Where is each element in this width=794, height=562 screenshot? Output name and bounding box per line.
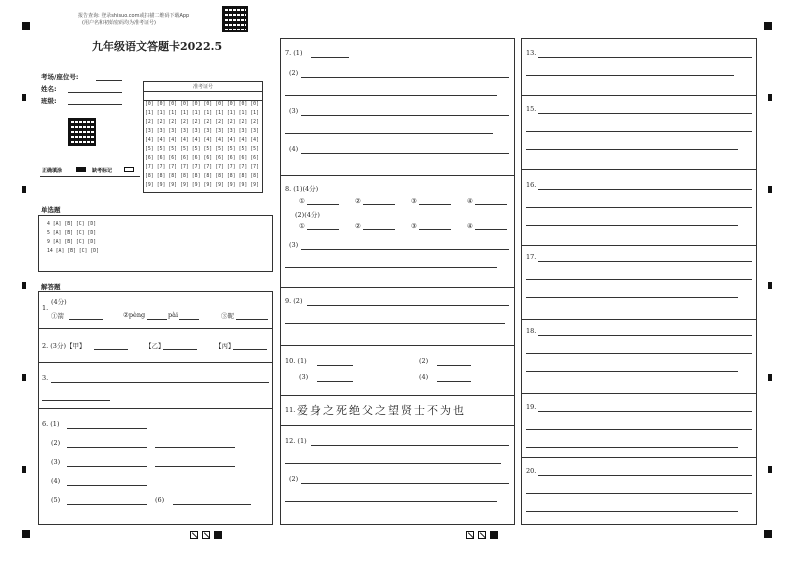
exam-id-bubble[interactable]: [6]	[215, 156, 224, 161]
exam-id-bubble[interactable]: [0]	[180, 102, 189, 107]
q3-field-2[interactable]	[42, 400, 110, 401]
page-mark-box	[466, 531, 474, 539]
exam-id-bubble[interactable]: [9]	[250, 183, 259, 188]
q6-1-label: 6. (1)	[42, 420, 60, 428]
q2-b-label: 【乙】	[145, 342, 165, 350]
exam-id-bubble[interactable]: [3]	[203, 129, 213, 134]
exam-id-bubble[interactable]: [6]	[145, 156, 154, 161]
q15-field-3[interactable]	[526, 149, 738, 150]
q10-1-label: 10. (1)	[285, 357, 307, 365]
exam-id-bubble[interactable]: [8]	[226, 174, 236, 179]
q13-field-1[interactable]	[538, 57, 752, 58]
q10-2-field[interactable]	[437, 365, 471, 366]
q2-label: 2. (3分)【甲】	[42, 342, 86, 350]
exam-id-grid	[145, 102, 262, 192]
exam-id-bubble[interactable]: [9]	[180, 183, 189, 188]
exam-id-bubble[interactable]: [8]	[191, 174, 201, 179]
exam-id-bubble[interactable]: [9]	[168, 183, 178, 188]
exam-id-bubble[interactable]: [5]	[238, 147, 248, 152]
exam-id-bubble[interactable]: [7]	[203, 165, 213, 170]
q7-4-field[interactable]	[301, 153, 509, 154]
q15-field-2[interactable]	[526, 131, 752, 132]
exam-id-bubble[interactable]: [1]	[250, 111, 259, 116]
exam-id-bubble[interactable]: [3]	[180, 129, 189, 134]
room-seat-label: 考场/座位号:	[41, 73, 79, 81]
side-mark	[22, 282, 26, 289]
mcq-section-label: 单选题	[41, 206, 61, 214]
exam-id-bubble[interactable]: [2]	[215, 120, 224, 125]
exam-id-bubble[interactable]: [1]	[226, 111, 236, 116]
q6-5-label: (5)	[51, 496, 61, 504]
q8-1-label: 8. (1)(4分)	[285, 185, 319, 193]
q2-c-field[interactable]	[233, 349, 267, 350]
q2-a-field[interactable]	[94, 349, 128, 350]
exam-id-bubble[interactable]: [2]	[156, 120, 166, 125]
exam-id-bubble[interactable]: [6]	[203, 156, 213, 161]
side-mark	[22, 374, 26, 381]
q1-a-field[interactable]	[69, 319, 103, 320]
exam-id-bubble[interactable]: [0]	[226, 102, 236, 107]
exam-id-bubble[interactable]: [8]	[145, 174, 154, 179]
q1-b-label: ②pèng	[123, 311, 146, 319]
q1-points: (4分)	[51, 298, 67, 306]
exam-id-bubble[interactable]: [1]	[145, 111, 154, 116]
q16-field-2[interactable]	[526, 207, 752, 208]
side-mark	[22, 94, 26, 101]
q20-field-2[interactable]	[526, 493, 752, 494]
q7-3-field-1[interactable]	[301, 115, 509, 116]
corner-mark-tr	[764, 22, 772, 30]
exam-id-bubble[interactable]: [6]	[250, 156, 259, 161]
exam-id-bubble[interactable]: [8]	[168, 174, 178, 179]
q18-field-2[interactable]	[526, 353, 752, 354]
exam-id-bubble[interactable]: [2]	[168, 120, 178, 125]
answers-box-middle	[280, 38, 515, 525]
room-seat-field[interactable]	[96, 80, 122, 81]
q20-field-1[interactable]	[538, 475, 752, 476]
exam-id-bubble[interactable]: [7]	[238, 165, 248, 170]
page-mark-fill	[214, 531, 222, 539]
side-mark	[768, 282, 772, 289]
q8-3-field-1[interactable]	[301, 249, 509, 250]
corner-mark-bl	[22, 530, 30, 538]
exam-id-bubble[interactable]: [6]	[156, 156, 166, 161]
q15-field-1[interactable]	[538, 113, 752, 114]
q17-label: 17.	[526, 253, 537, 261]
q1-a-label: ①箭	[51, 312, 64, 320]
exam-id-bubble[interactable]: [3]	[156, 129, 166, 134]
q8-2-c1: ①	[299, 222, 305, 230]
exam-id-bubble[interactable]: [9]	[191, 183, 201, 188]
q19-field-2[interactable]	[526, 429, 752, 430]
q8-1-f3[interactable]	[419, 204, 451, 205]
q19-field-3[interactable]	[526, 447, 738, 448]
q13-label: 13.	[526, 49, 537, 57]
q6-3-field-b[interactable]	[155, 466, 235, 467]
q1-b2-field[interactable]	[179, 319, 199, 320]
exam-id-bubble[interactable]: [7]	[191, 165, 201, 170]
exam-id-bubble[interactable]: [2]	[191, 120, 201, 125]
exam-id-bubble[interactable]: [4]	[215, 138, 224, 143]
exam-id-bubble[interactable]: [4]	[226, 138, 236, 143]
q7-1-label: 7. (1)	[285, 49, 303, 57]
correct-fill-sample	[76, 167, 86, 172]
q12-2-field-2[interactable]	[285, 501, 497, 502]
exam-id-bubble[interactable]: [5]	[250, 147, 259, 152]
q10-3-field[interactable]	[317, 381, 353, 382]
exam-id-bubble[interactable]: [7]	[226, 165, 236, 170]
answers-box-right	[521, 38, 757, 525]
corner-mark-br	[764, 530, 772, 538]
exam-id-bubble[interactable]: [8]	[203, 174, 213, 179]
q8-1-f2[interactable]	[363, 204, 395, 205]
q6-2-field-a[interactable]	[67, 447, 147, 448]
mcq-row-14[interactable]: 14 [A] [B] [C] [D]	[47, 249, 99, 254]
exam-id-bubble[interactable]: [0]	[168, 102, 178, 107]
q8-2-c2: ②	[355, 222, 361, 230]
mcq-row-9[interactable]: 9 [A] [B] [C] [D]	[47, 240, 97, 245]
q6-2-field-b[interactable]	[155, 447, 235, 448]
q17-field-3[interactable]	[526, 297, 738, 298]
corner-mark-tl	[22, 22, 30, 30]
q8-3-field-2[interactable]	[285, 267, 497, 268]
exam-id-bubble[interactable]: [3]	[226, 129, 236, 134]
q12-2-label: (2)	[289, 475, 299, 483]
q10-1-field[interactable]	[317, 365, 353, 366]
exam-id-bubble[interactable]: [9]	[238, 183, 248, 188]
exam-id-bubble[interactable]: [9]	[215, 183, 224, 188]
side-mark	[768, 374, 772, 381]
exam-id-bubble[interactable]: [3]	[145, 129, 154, 134]
q9-field-1[interactable]	[307, 305, 509, 306]
exam-id-bubble[interactable]: [4]	[203, 138, 213, 143]
exam-id-bubble[interactable]: [0]	[250, 102, 259, 107]
exam-id-bubble[interactable]: [0]	[145, 102, 154, 107]
exam-id-bubble[interactable]: [6]	[180, 156, 189, 161]
exam-id-bubble[interactable]: [1]	[156, 111, 166, 116]
q6-1-field[interactable]	[67, 428, 147, 429]
q1-number: 1.	[42, 304, 49, 312]
q1-b2-label: pài	[168, 311, 179, 319]
q8-2-f3[interactable]	[419, 229, 451, 230]
mcq-row-5[interactable]: 5 [A] [B] [C] [D]	[47, 231, 97, 236]
q3-label: 3.	[42, 374, 49, 382]
exam-id-bubble[interactable]: [1]	[191, 111, 201, 116]
exam-id-bubble[interactable]: [1]	[180, 111, 189, 116]
exam-id-bubble[interactable]: [5]	[215, 147, 224, 152]
q6-3-field-a[interactable]	[67, 466, 147, 467]
q16-field-3[interactable]	[526, 225, 738, 226]
exam-id-bubble[interactable]: [2]	[203, 120, 213, 125]
exam-id-bubble[interactable]: [0]	[191, 102, 201, 107]
q8-2-c4: ④	[467, 222, 473, 230]
answers-box-left	[38, 291, 273, 525]
q8-1-c3: ③	[411, 197, 417, 205]
q8-2-label: (2)(4分)	[295, 211, 320, 219]
missing-mark-box[interactable]	[124, 167, 134, 172]
name-label: 姓名:	[41, 85, 57, 93]
mcq-box	[38, 215, 273, 272]
exam-id-bubble[interactable]: [0]	[238, 102, 248, 107]
class-field[interactable]	[68, 104, 122, 105]
exam-id-bubble[interactable]: [1]	[168, 111, 178, 116]
exam-id-bubble[interactable]: [5]	[156, 147, 166, 152]
class-label: 班级:	[41, 97, 57, 105]
exam-id-bubble[interactable]: [3]	[250, 129, 259, 134]
exam-id-bubble[interactable]: [7]	[168, 165, 178, 170]
q8-1-f4[interactable]	[475, 204, 507, 205]
exam-id-bubble[interactable]: [2]	[238, 120, 248, 125]
q10-4-label: (4)	[419, 373, 429, 381]
exam-id-bubble[interactable]: [8]	[250, 174, 259, 179]
q8-1-f1[interactable]	[307, 204, 339, 205]
q20-field-3[interactable]	[526, 511, 738, 512]
q11-text: 爱身之死绝父之望贤士不为也	[297, 404, 466, 417]
q12-1-label: 12. (1)	[285, 437, 307, 445]
q9-field-2[interactable]	[285, 323, 505, 324]
q6-2-label: (2)	[51, 439, 61, 447]
q8-2-c3: ③	[411, 222, 417, 230]
q18-field-3[interactable]	[526, 371, 738, 372]
exam-id-bubble[interactable]: [8]	[238, 174, 248, 179]
exam-id-bubble[interactable]: [5]	[203, 147, 213, 152]
q8-2-f2[interactable]	[363, 229, 395, 230]
student-qr-code	[68, 118, 96, 146]
exam-id-bubble[interactable]: [4]	[180, 138, 189, 143]
exam-id-bubble[interactable]: [7]	[180, 165, 189, 170]
notice-line-2: (用户名和初始密码均为准考证号)	[82, 20, 156, 26]
q6-4-field[interactable]	[67, 485, 147, 486]
exam-id-bubble[interactable]: [5]	[180, 147, 189, 152]
q8-1-c1: ①	[299, 197, 305, 205]
exam-id-bubble[interactable]: [6]	[168, 156, 178, 161]
exam-id-bubble[interactable]: [7]	[215, 165, 224, 170]
q18-field-1[interactable]	[538, 335, 752, 336]
q12-1-field-1[interactable]	[311, 445, 509, 446]
exam-id-bubble[interactable]: [1]	[215, 111, 224, 116]
q2-c-label: 【丙】	[215, 342, 235, 350]
q16-label: 16.	[526, 181, 537, 189]
q13-field-2[interactable]	[526, 75, 734, 76]
q12-2-field-1[interactable]	[301, 483, 509, 484]
exam-id-bubble[interactable]: [3]	[238, 129, 248, 134]
exam-id-bubble[interactable]: [0]	[203, 102, 213, 107]
page-mark-box	[202, 531, 210, 539]
q8-2-f4[interactable]	[475, 229, 507, 230]
q7-3-label: (3)	[289, 107, 299, 115]
exam-id-bubble[interactable]: [4]	[238, 138, 248, 143]
q17-field-2[interactable]	[526, 279, 752, 280]
q1-c-field[interactable]	[236, 319, 268, 320]
exam-id-bubble[interactable]: [9]	[203, 183, 213, 188]
exam-id-bubble[interactable]: [6]	[226, 156, 236, 161]
correct-fill-label: 正确填涂	[42, 168, 63, 174]
side-mark	[768, 466, 772, 473]
q9-label: 9. (2)	[285, 297, 303, 305]
exam-id-bubble[interactable]: [2]	[180, 120, 189, 125]
exam-id-bubble[interactable]: [8]	[156, 174, 166, 179]
q6-6-field[interactable]	[173, 504, 251, 505]
notice-line-1: 报告查询: 登录shisuo.com或扫描二维码下载App	[78, 13, 190, 19]
q6-5-field[interactable]	[67, 504, 147, 505]
exam-id-bubble[interactable]: [9]	[156, 183, 166, 188]
side-mark	[768, 186, 772, 193]
q20-label: 20.	[526, 467, 537, 475]
exam-id-bubble[interactable]: [8]	[215, 174, 224, 179]
side-mark	[22, 466, 26, 473]
q8-1-c2: ②	[355, 197, 361, 205]
q18-label: 18.	[526, 327, 537, 335]
exam-id-bubble[interactable]: [2]	[250, 120, 259, 125]
page-mark-box	[478, 531, 486, 539]
exam-id-bubble[interactable]: [2]	[145, 120, 154, 125]
q10-3-label: (3)	[299, 373, 309, 381]
exam-id-bubble[interactable]: [7]	[250, 165, 259, 170]
q12-1-field-2[interactable]	[285, 463, 501, 464]
q3-field-1[interactable]	[51, 382, 269, 383]
q2-b-field[interactable]	[163, 349, 197, 350]
q7-4-label: (4)	[289, 145, 299, 153]
q10-4-field[interactable]	[437, 381, 471, 382]
q15-label: 15.	[526, 105, 537, 113]
q8-2-f1[interactable]	[307, 229, 339, 230]
exam-id-bubble[interactable]: [4]	[156, 138, 166, 143]
exam-id-bubble[interactable]: [4]	[191, 138, 201, 143]
q11-number: 11.	[285, 406, 296, 414]
exam-id-bubble[interactable]: [0]	[156, 102, 166, 107]
side-mark	[22, 186, 26, 193]
q7-1-field[interactable]	[311, 57, 349, 58]
q1-c-label: ③昵	[221, 312, 234, 320]
exam-id-bubble[interactable]: [3]	[191, 129, 201, 134]
q1-b-field[interactable]	[147, 319, 167, 320]
q8-3-label: (3)	[289, 241, 299, 249]
q8-1-c4: ④	[467, 197, 473, 205]
exam-id-label: 准考证号	[192, 84, 213, 90]
exam-id-bubble[interactable]: [8]	[180, 174, 189, 179]
exam-id-bubble[interactable]: [4]	[168, 138, 178, 143]
q19-field-1[interactable]	[538, 411, 752, 412]
exam-id-bubble[interactable]: [9]	[145, 183, 154, 188]
q6-6-label: (6)	[155, 496, 165, 504]
q7-2-label: (2)	[289, 69, 299, 77]
exam-id-bubble[interactable]: [5]	[168, 147, 178, 152]
exam-id-bubble[interactable]: [5]	[191, 147, 201, 152]
exam-id-bubble[interactable]: [5]	[145, 147, 154, 152]
page-title: 九年级语文答题卡2022.5	[92, 40, 223, 53]
name-field[interactable]	[68, 92, 122, 93]
exam-id-bubble[interactable]: [3]	[215, 129, 224, 134]
q7-2-field-2[interactable]	[285, 95, 497, 96]
exam-id-bubble[interactable]: [6]	[191, 156, 201, 161]
exam-id-bubble[interactable]: [4]	[145, 138, 154, 143]
exam-id-bubble[interactable]: [1]	[238, 111, 248, 116]
q10-2-label: (2)	[419, 357, 429, 365]
exam-id-bubble[interactable]: [7]	[145, 165, 154, 170]
exam-id-bubble[interactable]: [4]	[250, 138, 259, 143]
header-qr-code	[222, 6, 248, 32]
side-mark	[768, 94, 772, 101]
mcq-row-4[interactable]: 4 [A] [B] [C] [D]	[47, 222, 97, 227]
q7-3-field-2[interactable]	[285, 133, 493, 134]
answers-section-label: 解答题	[41, 283, 61, 291]
exam-id-bubble[interactable]: [1]	[203, 111, 213, 116]
exam-id-bubble[interactable]: [2]	[226, 120, 236, 125]
exam-id-bubble[interactable]: [5]	[226, 147, 236, 152]
q19-label: 19.	[526, 403, 537, 411]
page-mark-box	[190, 531, 198, 539]
exam-id-box	[143, 81, 263, 193]
exam-id-bubble[interactable]: [7]	[156, 165, 166, 170]
page-mark-fill	[490, 531, 498, 539]
q16-field-1[interactable]	[538, 189, 752, 190]
q6-3-label: (3)	[51, 458, 61, 466]
exam-id-bubble[interactable]: [6]	[238, 156, 248, 161]
exam-id-bubble[interactable]: [0]	[215, 102, 224, 107]
missing-mark-label: 缺考标记	[92, 168, 113, 174]
q17-field-1[interactable]	[538, 261, 752, 262]
exam-id-bubble[interactable]: [3]	[168, 129, 178, 134]
q7-2-field-1[interactable]	[301, 77, 509, 78]
q6-4-label: (4)	[51, 477, 61, 485]
exam-id-bubble[interactable]: [9]	[226, 183, 236, 188]
